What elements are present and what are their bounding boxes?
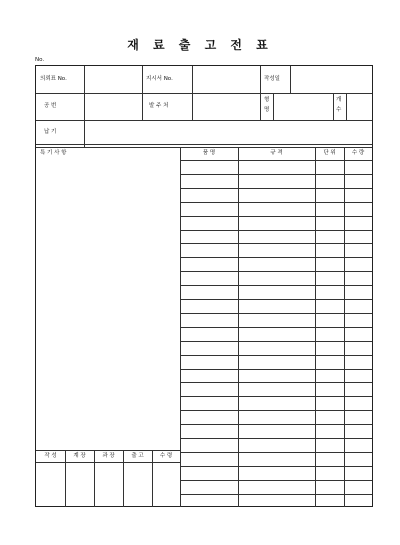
- item-row-line: [180, 174, 372, 175]
- approval-receive: 수 령: [159, 453, 173, 459]
- approval-writer: 작 성: [44, 453, 57, 459]
- delivery-label: 납 기: [44, 129, 57, 135]
- item-row-line: [180, 271, 372, 272]
- divider: [260, 93, 261, 120]
- item-row-line: [180, 285, 372, 286]
- divider: [36, 147, 372, 148]
- item-row-line: [180, 202, 372, 203]
- item-row-line: [180, 382, 372, 383]
- form-number-label: No.: [35, 57, 45, 63]
- item-row-line: [180, 396, 372, 397]
- orderer-label: 발 주 처: [149, 103, 169, 109]
- item-row-line: [180, 480, 372, 481]
- divider: [36, 93, 372, 94]
- col-spec: 규 격: [270, 150, 283, 156]
- col-unit: 단 위: [323, 150, 336, 156]
- approval-release: 출 고: [131, 453, 144, 459]
- item-row-line: [180, 438, 372, 439]
- divider: [192, 66, 193, 120]
- col-item-name: 품 명: [202, 150, 216, 156]
- process-label: 공 번: [44, 103, 57, 109]
- divider: [36, 462, 180, 463]
- remarks-label: 특 기 사 항: [40, 150, 67, 156]
- qty-label-top: 개: [336, 97, 342, 103]
- model-label-top: 형: [264, 97, 270, 103]
- request-no-label: 의뢰표 No.: [40, 76, 67, 82]
- item-row-line: [180, 424, 372, 425]
- divider: [142, 66, 143, 120]
- created-date-label: 작성일: [264, 76, 280, 82]
- instruction-no-label: 지시서 No.: [146, 76, 173, 82]
- item-row-line: [180, 188, 372, 189]
- qty-label-bottom: 수: [336, 107, 342, 113]
- divider: [260, 66, 261, 93]
- divider: [333, 93, 334, 120]
- item-row-line: [180, 341, 372, 342]
- item-row-line: [180, 243, 372, 244]
- divider: [36, 144, 372, 145]
- item-row-line: [180, 327, 372, 328]
- item-row-line: [180, 494, 372, 495]
- approval-manager: 과 장: [102, 453, 115, 459]
- divider: [84, 66, 85, 147]
- col-qty: 수 량: [351, 150, 365, 156]
- item-row-line: [180, 313, 372, 314]
- divider: [346, 93, 347, 120]
- divider: [36, 120, 372, 121]
- divider: [36, 450, 180, 451]
- item-row-line: [180, 410, 372, 411]
- item-row-line: [180, 452, 372, 453]
- item-row-line: [180, 230, 372, 231]
- divider: [273, 93, 274, 120]
- item-row-line: [180, 355, 372, 356]
- item-row-line: [180, 160, 372, 161]
- form-frame: [35, 65, 373, 507]
- item-row-line: [180, 299, 372, 300]
- form-title: 재 료 출 고 전 표: [127, 38, 273, 52]
- item-row-line: [180, 369, 372, 370]
- divider: [290, 66, 291, 93]
- item-row-line: [180, 466, 372, 467]
- approval-chief: 계 장: [73, 453, 86, 459]
- item-row-line: [180, 257, 372, 258]
- item-row-line: [180, 216, 372, 217]
- model-label-bottom: 명: [264, 107, 270, 113]
